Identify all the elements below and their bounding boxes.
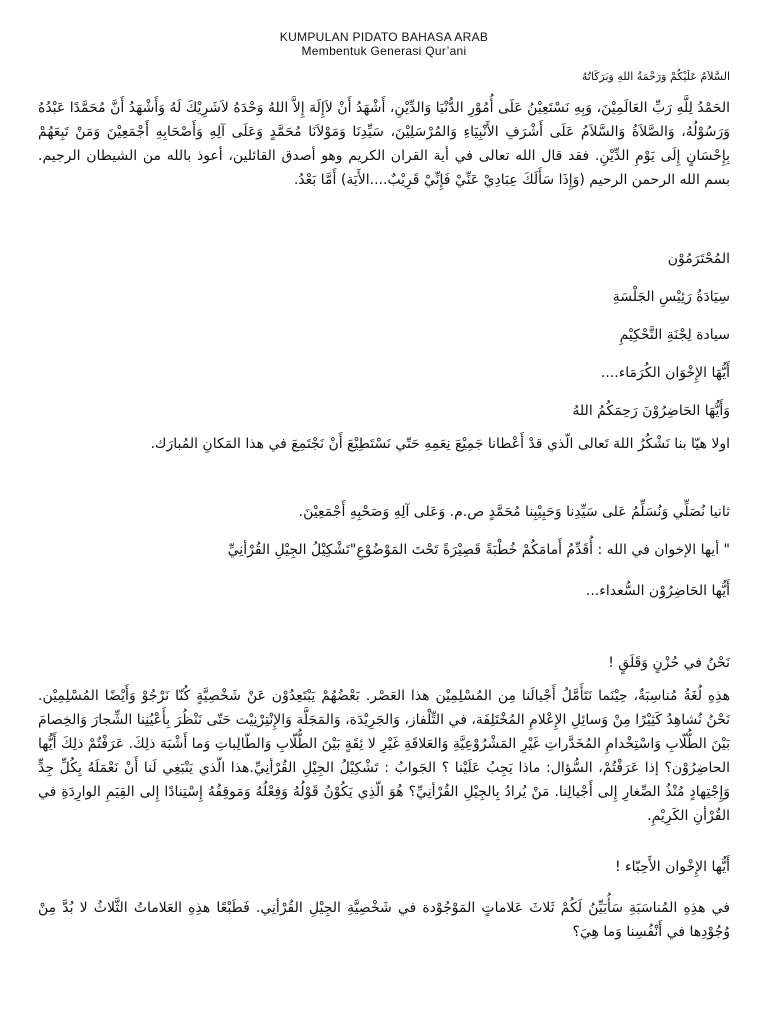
greeting-line-5: وَأَيُّهَا الحَاضِرُوْنَ رَحِمَكُمُ اللهُ <box>572 403 730 419</box>
paragraph-first: اولا هيّا بنا نَشْكُرُ اللهَ تَعالى الّذي قدْ أَعْطانا جَمِيْعَ نِعَمِهِ حَتّي نَسْتَطِيْعَ أَنْ نَجْتَمِعَ في هذا المَكانِ المُبارَك. <box>150 436 730 452</box>
greeting-line-2: سِيَادَةُ رَئِيْسِ الجَلْسَةِ <box>612 289 730 305</box>
greeting-line-3: سيادة لِجْنَةِ التَّحْكِيْمِ <box>619 327 730 343</box>
exclamation-brothers: أَيُّها الإِخْوان الأَحِبّاء ! <box>614 859 730 875</box>
document-title: KUMPULAN PIDATO BAHASA ARAB <box>279 30 489 44</box>
greeting-line-1: المُحْتَرَمُوْن <box>667 251 730 267</box>
salam-line: السَّلاَمُ عَلَيْكُمْ وَرَحْمَةُ اللهِ وَبَرَكَاتُهُ <box>581 70 730 83</box>
paragraph-second: ثانيا نُصَلِّي وَنُسَلِّمُ عَلى سَيِّدِنا وَحَبِيْبِنا مُحَمَّدٍ ص.م. وَعَلى آلِهِ وَصَحْبِهِ أَجْمَعِيْنَ. <box>298 504 730 520</box>
document-header <box>0 30 768 58</box>
paragraph-last: في هذِهِ المُناسَبَةِ سَأُبَيِّنُ لَكُمْ ثَلاثَ عَلاماتٍ المَوْجُوْدة في شَخْصِيَّةِ الجِيْلِ القُرْأنِي. فَطَبْعًا هذِهِ العَلاماتُ الثَّلاثُ لا بُدَّ مِنْ وُجُوْدِها في أَنْفُسِنا وَما هِيَ؟ <box>38 900 730 940</box>
paragraph-main: هذِهِ لُغَةُ مُناسِبَةٌ، حِيْنَما نَتَأَمَّلُ أَجْيالَنا مِن المُسْلِمِيْن هذا العَصْر. بَعْضُهُمْ يَبْتَعِدُوْن عَنْ شَخْصِيَّةٍ كُنّا نَرْجُوْ وَأَيْضًا المُسْلِمِيْن. نَحْنُ نُشاهِدُ كَثِيْرًا مِنْ وَسائِلِ الإِعْلامِ المُخْتَلِفَة، في التِّلْفاز، وَالجَرِيْدَة، وَالمَجَلَّة وَالإِنْتِرْنِيْت حَتّى نَنْظُرَ بِأَعْيُنِنا الشِّجارَ وَالخِصامَ بَيْنَ الطُّلّابِ وَاسْتِخْدامِ المُخَدَّراتِ غَيْرِ المَشْرُوْعِيَّةِ وَالعَلاقَةِ غَيْرِ لا ئِقَةٍ بَيْنَ الطُّلّابِ وَالطّالِباتِ وَما أَشْبَهَ ذلِكَ. عَرَفْتُمْ ذلِكَ أَيُّها الحاضِرُوْن؟ إذا عَرَفْتُمْ، السُّؤال: ماذا يَجِبُ عَلَيْنا ؟ الجَوابُ : تَشْكِيْلُ الجِيْلِ القُرْأنِيِّ.هذا الّذي يَنْبَغِي لَنا أَنْ نَعْمَلَهُ بِكُلِّ جِدٍّ وَإِجْتِهادٍ مُنْذُ الصِّغارِ إِلى أَجْيالِنا. مَنْ يُرادُ بِالجِيْلِ القُرْأنِيِّ؟ هُوَ الّذِي يَكُوْنُ قَوْلُهُ وَفِعْلُهُ وَمَوقِفُهُ إِسْتِنادًا إِلى القِيَمِ الوارِدَةِ في القُرْأنِ الكَرِيْمِ. <box>38 688 730 824</box>
opening-paragraph: الحَمْدُ لِلَّهِ رَبِّ العَالَمِيْنَ، وَبِهِ نَسْتَعِيْنُ عَلَى أُمُوْرِ الدُّنْيَا وَالدِّيْنِ، أَشْهَدُ أَنْ لاَإِلَهَ إِلاَّ اللهُ وَحْدَهُ لاَشَرِيْكَ لَهُ وَأَشْهَدُ أَنَّ مُحَمَّدًا عَبْدُهُ وَرَسُوْلُهُ، وَالصَّلاَةُ وَالسَّلاَمُ عَلَى أَشْرَفِ الأَنْبِيَاءِ وَالمُرْسَلِيْنَ، سَيِّدِنَا وَمَوْلاَنَا مُحَمَّدٍ وَعَلَى آلِهِ وَأَصْحَابِهِ أَجْمَعِيْنَ وَمَنْ تَبِعَهُمْ بِإِحْسَانٍ إِلَى يَوْمِ الدِّيْنِ. فقد قال الله تعالى في أية القران الكريم وهو أصدق القائلين، أعوذ بالله من الشيطان الرجيم. بسم الله الرحمن الرحيم (وَإِذَا سَأَلَكَ عِبَادِيْ عَنِّيْ فَإِنِّيْ قَرِيْبٌ....الأَيَة) أَمَّا بَعْدُ. <box>38 100 730 188</box>
paragraph-audience: أَيُّها الحَاضِرُوْن السُّعداء... <box>585 583 730 599</box>
paragraph-topic: " أيها الإخوان في الله : أُقَدِّمُ أَمامَكُمْ خُطْبَةً قَصِيْرَةً تَحْتَ المَوْضُوْعِ"تَشْكِيْلُ الجِيْلِ القُرْأنِيِّ <box>227 542 730 558</box>
document-subtitle: Membentuk Generasi Qur’ani <box>301 44 467 58</box>
greeting-line-4: أَيُّهَا الإِخْوَان الكُرَمَاء.... <box>600 365 730 381</box>
exclamation-sadness: نَحْنُ في حُزْنٍ وَقَلَقٍ ! <box>608 655 730 671</box>
